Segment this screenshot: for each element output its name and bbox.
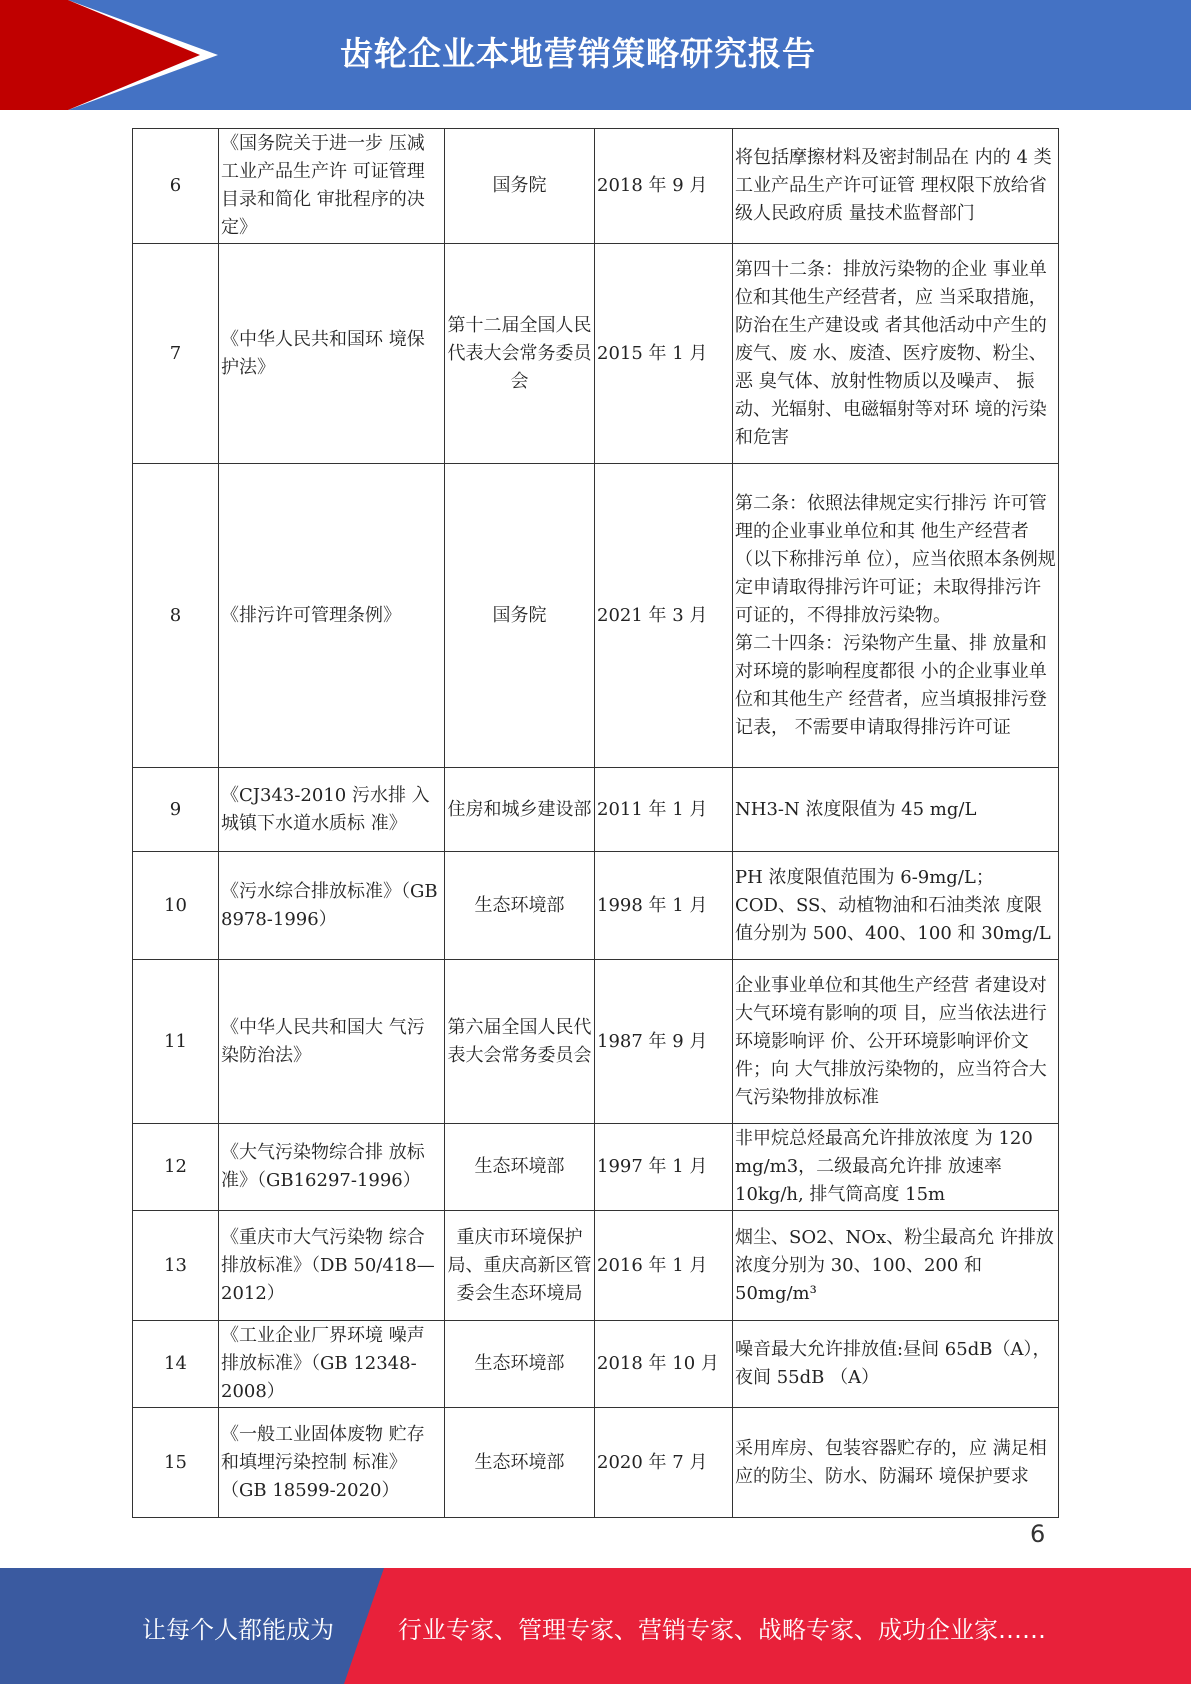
row-number: 7	[133, 244, 219, 464]
regulation-content: 企业事业单位和其他生产经营 者建设对大气环境有影响的项 目，应当依法进行环境影响评 价、公开环境影响评价文件；向 大气排放污染物的，应当符合大 气污染物排放标准	[733, 960, 1059, 1124]
regulation-name: 《中华人民共和国大 气污染防治法》	[219, 960, 445, 1124]
issuing-authority: 第六届全国人民代表大会常务委员会	[445, 960, 595, 1124]
footer-slogan-left: 让每个人都能成为	[142, 1616, 334, 1644]
report-title: 齿轮企业本地营销策略研究报告	[340, 34, 816, 73]
table-row	[133, 129, 1059, 244]
table-row	[133, 852, 1059, 960]
regulation-content	[733, 464, 1059, 768]
row-number: 6	[133, 129, 219, 244]
issuing-authority: 生态环境部	[445, 852, 595, 960]
issuing-authority: 第十二届全国人民代表大会常务委员会	[445, 244, 595, 464]
table-row	[133, 1408, 1059, 1518]
table-row	[133, 1124, 1059, 1211]
regulation-content: PH 浓度限值范围为 6-9mg/L； COD、SS、动植物油和石油类浓 度限值分别为 500、400、100 和 30mg/L	[733, 852, 1059, 960]
regulation-name: 《污水综合排放标准》（GB 8978-1996）	[219, 852, 445, 960]
footer-slogan-right: 行业专家、管理专家、营销专家、战略专家、成功企业家……	[398, 1616, 1046, 1644]
issuing-authority: 生态环境部	[445, 1408, 595, 1518]
issue-date: 1997 年 1 月	[595, 1124, 733, 1211]
table-row	[133, 768, 1059, 852]
regulation-content: 烟尘、SO2、NOx、粉尘最高允 许排放浓度分别为 30、100、200 和 50mg/m³	[733, 1211, 1059, 1321]
issue-date: 2011 年 1 月	[595, 768, 733, 852]
content-paragraph: 第二十四条：污染物产生量、排 放量和对环境的影响程度都很 小的企业事业单位和其他生产 经营者，应当填报排污登记表， 不需要申请取得排污许可证	[735, 632, 1047, 738]
table-row	[133, 960, 1059, 1124]
row-number: 8	[133, 464, 219, 768]
row-number: 15	[133, 1408, 219, 1518]
issuing-authority: 国务院	[445, 129, 595, 244]
page-header	[0, 0, 1191, 110]
regulation-table	[132, 128, 1059, 1518]
table-row	[133, 464, 1059, 768]
issue-date: 2021 年 3 月	[595, 464, 733, 768]
regulation-name: 《排污许可管理条例》	[219, 464, 445, 768]
issuing-authority: 住房和城乡建设部	[445, 768, 595, 852]
issue-date: 2018 年 9 月	[595, 129, 733, 244]
table-row	[133, 244, 1059, 464]
row-number: 13	[133, 1211, 219, 1321]
regulation-name: 《工业企业厂界环境 噪声排放标准》（GB 12348-2008）	[219, 1321, 445, 1408]
regulation-name: 《国务院关于进一步 压减工业产品生产许 可证管理目录和简化 审批程序的决定》	[219, 129, 445, 244]
issuing-authority: 国务院	[445, 464, 595, 768]
row-number: 12	[133, 1124, 219, 1211]
regulation-content: 将包括摩擦材料及密封制品在 内的 4 类工业产品生产许可证管 理权限下放给省级人民政府质 量技术监督部门	[733, 129, 1059, 244]
issue-date: 1987 年 9 月	[595, 960, 733, 1124]
issuing-authority: 生态环境部	[445, 1124, 595, 1211]
issue-date: 2016 年 1 月	[595, 1211, 733, 1321]
issue-date: 2015 年 1 月	[595, 244, 733, 464]
regulation-name: 《一般工业固体废物 贮存和填埋污染控制 标准》（GB 18599-2020）	[219, 1408, 445, 1518]
regulation-name: 《CJ343-2010 污水排 入城镇下水道水质标 准》	[219, 768, 445, 852]
regulation-name: 《重庆市大气污染物 综合排放标准》（DB 50/418—2012）	[219, 1211, 445, 1321]
issuing-authority: 生态环境部	[445, 1321, 595, 1408]
table-row	[133, 1321, 1059, 1408]
regulation-name: 《大气污染物综合排 放标准》（GB16297-1996）	[219, 1124, 445, 1211]
table-row	[133, 1211, 1059, 1321]
page-footer	[0, 1568, 1191, 1684]
regulation-name: 《中华人民共和国环 境保护法》	[219, 244, 445, 464]
row-number: 14	[133, 1321, 219, 1408]
issue-date: 2020 年 7 月	[595, 1408, 733, 1518]
issuing-authority: 重庆市环境保护局、重庆高新区管委会生态环境局	[445, 1211, 595, 1321]
page-number: 6	[1030, 1520, 1046, 1548]
regulation-content: 非甲烷总烃最高允许排放浓度 为 120 mg/m3，二级最高允许排 放速率 10kg/h, 排气筒高度 15m	[733, 1124, 1059, 1211]
row-number: 10	[133, 852, 219, 960]
issue-date: 2018 年 10 月	[595, 1321, 733, 1408]
regulation-content: 噪音最大允许排放值:昼间 65dB（A），夜间 55dB （A）	[733, 1321, 1059, 1408]
header-red-block	[0, 0, 68, 110]
header-arrow	[68, 0, 200, 110]
row-number: 9	[133, 768, 219, 852]
regulation-content: 第四十二条：排放污染物的企业 事业单位和其他生产经营者，应 当采取措施，防治在生产建设或 者其他活动中产生的废气、废 水、废渣、医疗废物、粉尘、恶 臭气体、放射性物质以及噪声、 振动、光辐射、电磁辐射等对环 境的污染和危害	[733, 244, 1059, 464]
issue-date: 1998 年 1 月	[595, 852, 733, 960]
regulation-content: NH3-N 浓度限值为 45 mg/L	[733, 768, 1059, 852]
content-paragraph: 第二条：依照法律规定实行排污 许可管理的企业事业单位和其 他生产经营者（以下称排污单 位），应当依照本条例规定申请取得排污许可证；未取得排污许 可证的，不得排放污染物。	[735, 492, 1056, 626]
regulation-content: 采用库房、包装容器贮存的，应 满足相应的防尘、防水、防漏环 境保护要求	[733, 1408, 1059, 1518]
row-number: 11	[133, 960, 219, 1124]
